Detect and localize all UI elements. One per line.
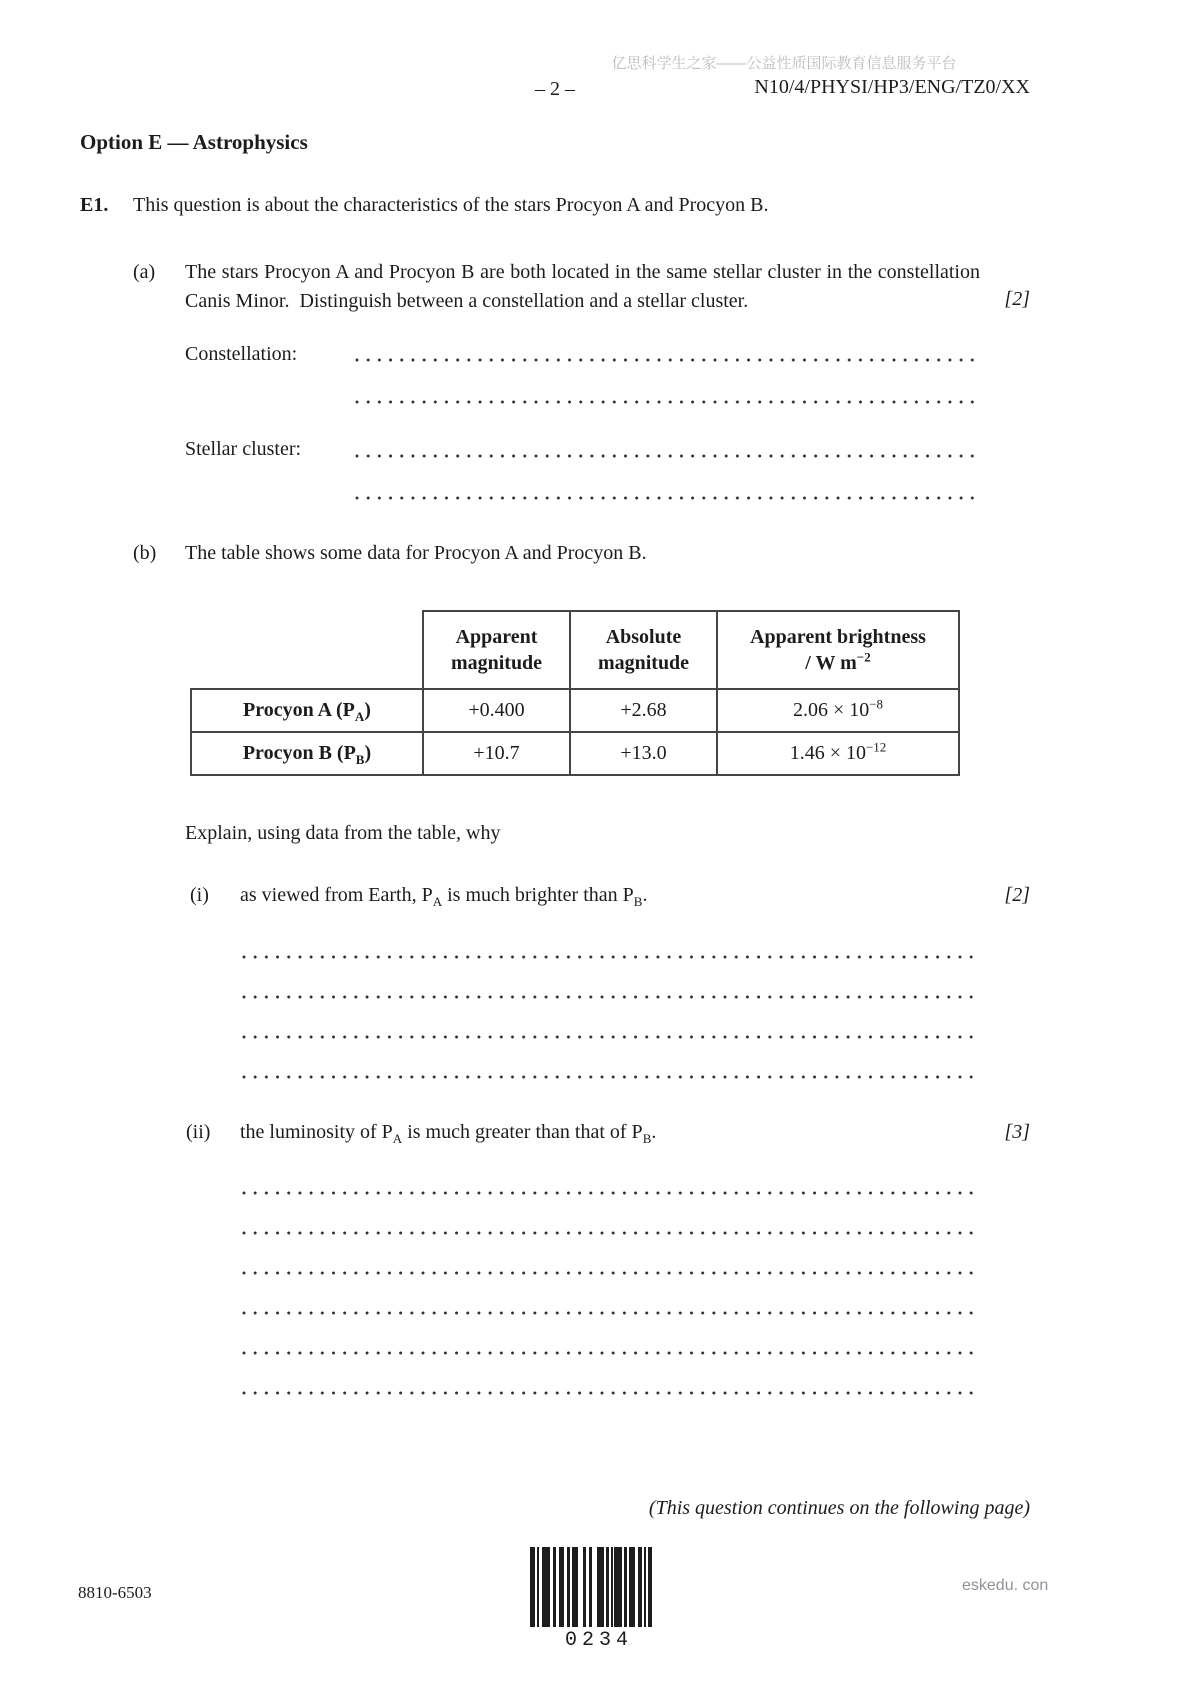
answer-dotted-line [242, 995, 980, 999]
sub-ii-text [240, 1121, 656, 1144]
barcode [530, 1547, 663, 1627]
column-header-absolute-magnitude: Absolute magnitude [570, 611, 717, 689]
sub-i-text [240, 884, 647, 907]
brightness-mantissa: 1.46 × 10 [789, 742, 866, 764]
part-a-text: The stars Procyon A and Procyon B are both located in the same stellar cluster in the constellation Canis Minor. Distinguish between a constellation and a stellar cluster. [185, 261, 980, 312]
row-label-procyon-a [191, 689, 423, 732]
table-row-procyon-a [191, 689, 959, 732]
barcode-bar [638, 1547, 642, 1627]
sub-ii-subscript-1: A [392, 1131, 403, 1146]
sub-ii-text-1: the luminosity of P [240, 1121, 393, 1143]
answer-dotted-line [355, 496, 980, 500]
brightness-exponent: −8 [869, 696, 884, 712]
sub-i-text-3: . [642, 884, 648, 906]
table-corner-cell [191, 611, 423, 689]
barcode-bar [583, 1547, 586, 1627]
cell-brightness-a [717, 689, 959, 732]
barcode-bar [606, 1547, 609, 1627]
cell-apparent-magnitude-b: +10.7 [423, 732, 570, 775]
stellar-cluster-label: Stellar cluster: [185, 438, 302, 460]
barcode-bar [629, 1547, 635, 1627]
site-label: eskedu. con [962, 1577, 1049, 1594]
header-line-2: / W m [805, 652, 857, 674]
sub-i-marks: [2] [1004, 884, 1030, 906]
page-number: – 2 – [535, 78, 575, 100]
answer-dotted-line [355, 400, 980, 404]
barcode-bar [597, 1547, 604, 1627]
barcode-bar [537, 1547, 539, 1627]
row-label-text: Procyon A (P [243, 699, 355, 721]
answer-dotted-line [355, 454, 980, 458]
table-row-procyon-b [191, 732, 959, 775]
answer-dotted-line [242, 1271, 980, 1275]
sub-ii-text-2: is much greater than that of P [402, 1121, 643, 1143]
barcode-bar [648, 1547, 652, 1627]
barcode-bar [559, 1547, 564, 1627]
watermark-text: 亿思科学生之家——公益性质国际教育信息服务平台 [611, 55, 957, 72]
answer-dotted-line [242, 1075, 980, 1079]
paper-code: N10/4/PHYSI/HP3/ENG/TZ0/XX [754, 76, 1030, 98]
answer-dotted-line [242, 1191, 980, 1195]
header-exponent: −2 [856, 649, 871, 665]
sub-ii-subscript-2: B [642, 1131, 652, 1146]
sub-ii-marks: [3] [1004, 1121, 1030, 1143]
sub-i-subscript-1: A [432, 894, 443, 909]
brightness-exponent: −12 [865, 739, 887, 755]
row-label-procyon-b [191, 732, 423, 775]
row-label-end: ) [364, 742, 372, 764]
column-header-apparent-magnitude: Apparent magnitude [423, 611, 570, 689]
row-label-subscript: B [355, 752, 365, 767]
constellation-label: Constellation: [185, 343, 298, 365]
part-b-text: The table shows some data for Procyon A and Procyon B. [185, 542, 647, 564]
section-title: Option E — Astrophysics [80, 130, 308, 154]
barcode-bar [624, 1547, 627, 1627]
part-a-label: (a) [133, 261, 156, 283]
barcode-bar [553, 1547, 556, 1627]
barcode-bar [589, 1547, 592, 1627]
barcode-bar [644, 1547, 646, 1627]
sub-ii-label: (ii) [186, 1121, 211, 1143]
answer-dotted-line [242, 1231, 980, 1235]
sub-i-label: (i) [190, 884, 209, 906]
answer-dotted-line [242, 1311, 980, 1315]
row-label-subscript: A [354, 709, 365, 724]
barcode-bar [614, 1547, 622, 1627]
sub-i-subscript-2: B [633, 894, 643, 909]
barcode-bar [542, 1547, 550, 1627]
answer-dotted-line [355, 358, 980, 362]
reference-code: 8810-6503 [78, 1583, 152, 1602]
row-label-text: Procyon B (P [242, 742, 356, 764]
barcode-bar [567, 1547, 570, 1627]
sub-ii-text-3: . [651, 1121, 657, 1143]
explain-text: Explain, using data from the table, why [185, 822, 501, 844]
cell-brightness-b [717, 732, 959, 775]
part-a-marks: [2] [1004, 288, 1030, 310]
cell-absolute-magnitude-a: +2.68 [570, 689, 717, 732]
star-data-table [190, 610, 960, 776]
continuation-note: (This question continues on the following page) [648, 1497, 1030, 1519]
barcode-bar [530, 1547, 535, 1627]
cell-absolute-magnitude-b: +13.0 [570, 732, 717, 775]
brightness-mantissa: 2.06 × 10 [792, 699, 870, 721]
answer-dotted-line [242, 955, 980, 959]
barcode-bar [572, 1547, 578, 1627]
part-b-label: (b) [133, 542, 157, 564]
answer-dotted-line [242, 1351, 980, 1355]
sub-i-text-1: as viewed from Earth, P [240, 884, 433, 906]
answer-dotted-line [242, 1035, 980, 1039]
row-label-end: ) [364, 699, 371, 721]
question-number: E1. [80, 194, 109, 216]
question-intro: This question is about the characteristics of the stars Procyon A and Procyon B. [133, 194, 769, 216]
answer-dotted-line [242, 1391, 980, 1395]
barcode-bar [611, 1547, 613, 1627]
header-line-1: Apparent brightness [750, 626, 926, 648]
barcode-digits: 0234 [564, 1629, 633, 1652]
sub-i-text-2: is much brighter than P [442, 884, 634, 906]
table-header-row [191, 611, 959, 689]
cell-apparent-magnitude-a: +0.400 [423, 689, 570, 732]
column-header-apparent-brightness [717, 611, 959, 689]
